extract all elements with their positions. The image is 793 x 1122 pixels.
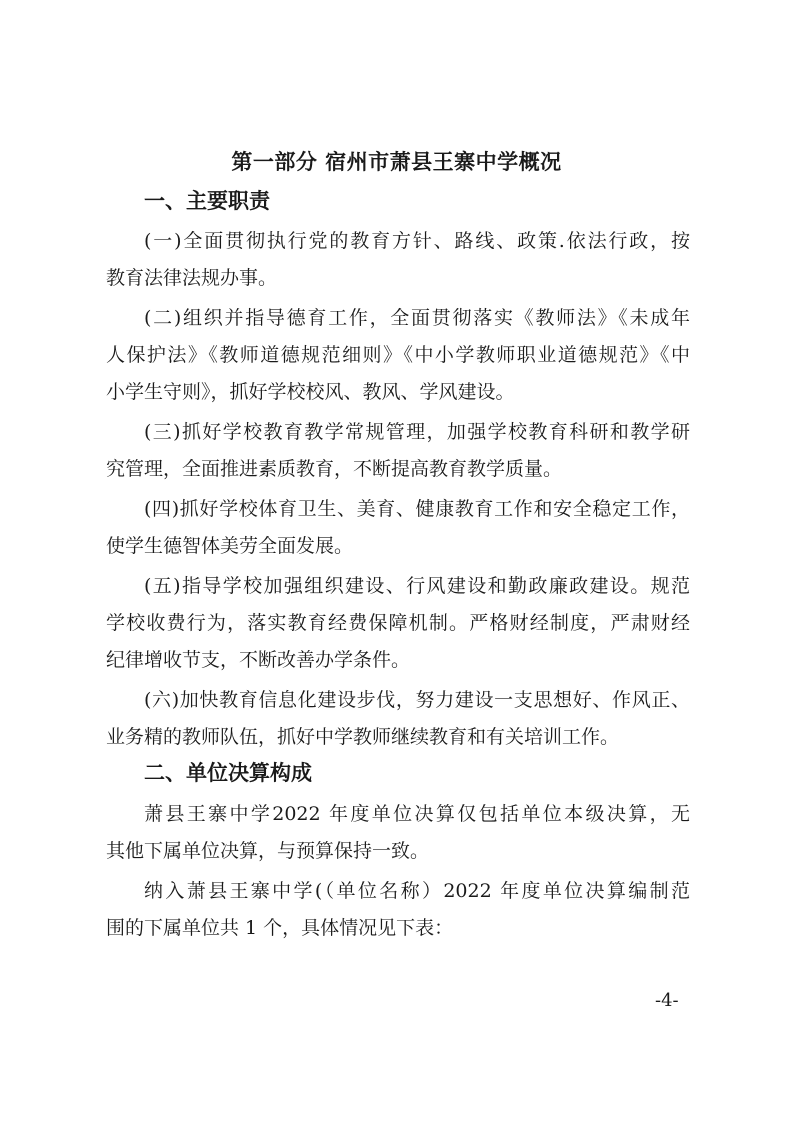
paragraph-line: 使学生德智体美劳全面发展。 (106, 535, 354, 557)
paragraph-line: 究管理，全面推进素质教育，不断提高教育教学质量。 (106, 458, 563, 480)
section-heading-main-duties: 一、主要职责 (144, 189, 270, 213)
paragraph-line: 纪律增收节支，不断改善办学条件。 (106, 649, 411, 671)
paragraph-line: 萧县王寨中学2022 年度单位决算仅包括单位本级决算，无 (144, 803, 690, 825)
paragraph-line: 业务精的教师队伍，抓好中学教师继续教育和有关培训工作。 (106, 726, 620, 748)
paragraph-line: 人保护法》《教师道德规范细则》《中小学教师职业道德规范》《中 (106, 344, 690, 366)
paragraph-line: (五)指导学校加强组织建设、行风建设和勤政廉政建设。规范 (144, 575, 690, 597)
paragraph-line: (二)组织并指导德育工作，全面贯彻落实《教师法》《未成年 (144, 307, 690, 329)
paragraph-line: 其他下属单位决算，与预算保持一致。 (106, 840, 430, 862)
paragraph-line: 教育法律法规办事。 (106, 267, 278, 289)
paragraph-line: (三)抓好学校教育教学常规管理，加强学校教育科研和教学研 (144, 421, 690, 443)
page-number: -4- (655, 990, 679, 1011)
section-heading-budget-composition: 二、单位决算构成 (144, 761, 312, 785)
paragraph-line: (四)抓好学校体育卫生、美育、健康教育工作和安全稳定工作， (144, 498, 690, 520)
paragraph-line: 学校收费行为，落实教育经费保障机制。严格财经制度，严肃财经 (106, 612, 690, 634)
paragraph-line: (六)加快教育信息化建设步伐，努力建设一支思想好、作风正、 (144, 689, 690, 711)
paragraph-line: (一)全面贯彻执行党的教育方针、路线、政策.依法行政，按 (144, 230, 690, 252)
paragraph-line: 围的下属单位共 1 个，具体情况见下表： (106, 917, 454, 939)
page-title: 第一部分 宿州市萧县王寨中学概况 (231, 150, 562, 174)
paragraph-line: 纳入萧县王寨中学(（单位名称）2022 年度单位决算编制范 (144, 880, 690, 902)
paragraph-line: 小学生守则》，抓好学校校风、教风、学风建设。 (106, 381, 515, 403)
